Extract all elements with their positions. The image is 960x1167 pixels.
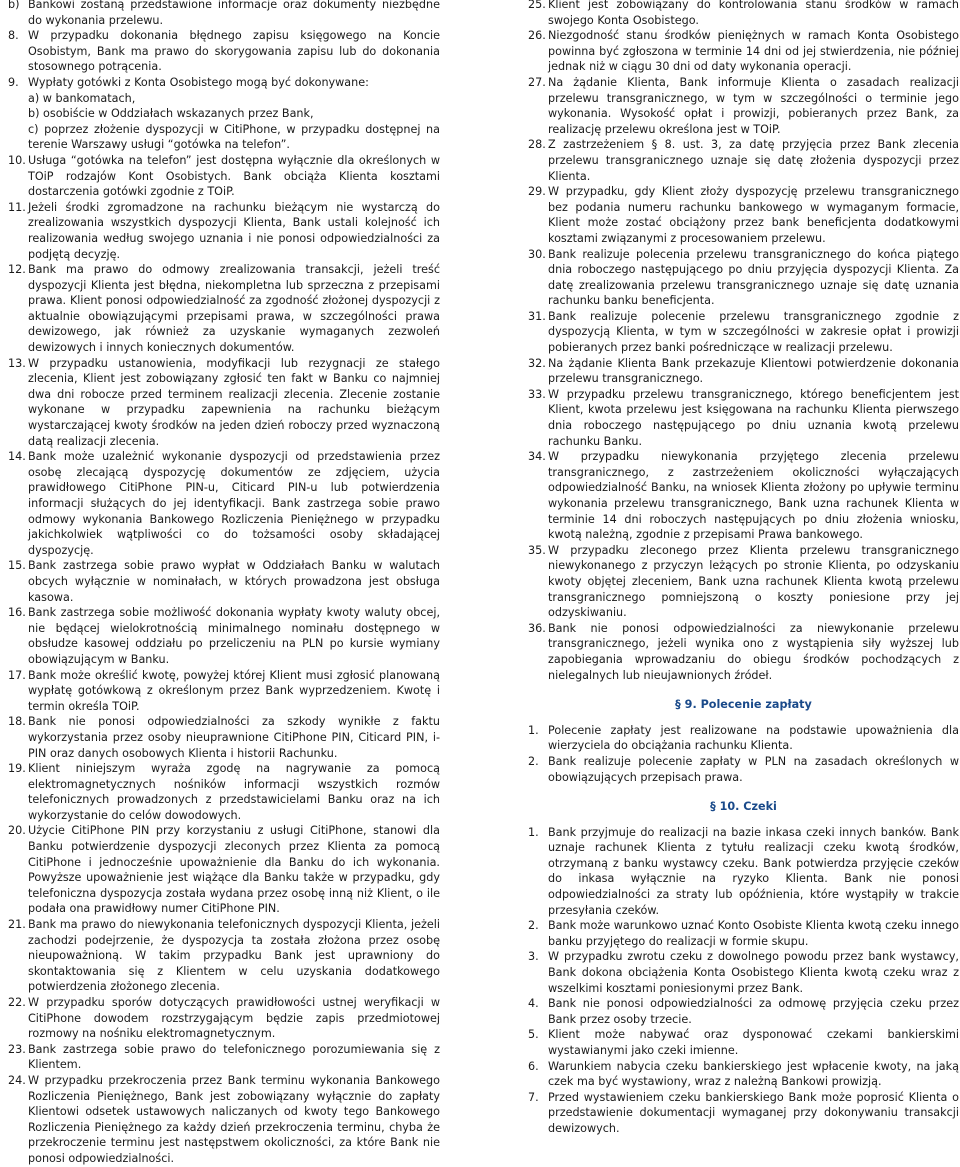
item-text-block [28,714,440,761]
item-number: 1. [528,825,539,839]
item-text-block [548,387,959,449]
item-text: Bank zastrzega sobie prawo do telefonicznego porozumiewania się z Klientem. [28,1042,440,1072]
section-10-item [528,949,959,996]
item-number: 8. [8,29,19,43]
section-10-item [528,1027,959,1058]
item-number: 20. [8,824,26,838]
item-number: 15. [8,559,26,573]
item-text-block [28,356,440,450]
item-text-block [548,949,959,996]
item-text-block [28,28,440,75]
item-number: 25. [528,0,546,11]
item-text: Bank nie ponosi odpowiedzialności za odmowę przyjęcia czeku przez Bank przez osoby trzecie. [548,997,959,1026]
item-number: b) [8,0,20,11]
right-item [528,28,959,75]
left-item [8,605,440,667]
item-number: 11. [8,200,26,214]
item-number: 12. [8,263,26,277]
item-number: 6. [528,1059,539,1073]
item-text: Bank może warunkowo uznać Konto Osobiste Klienta kwotą czeku innego banku przyjętego do realizacji w formie skupu. [548,919,959,948]
item-text: Polecenie zapłaty jest realizowane na podstawie upoważnienia dla wierzyciela do obciążania rachunku Klienta. [548,723,959,753]
left-item [8,714,440,761]
item-text: Bank nie ponosi odpowiedzialności za niewykonanie przelewu transgranicznego, jeżeli wynika ono z wystąpienia siły wyższej lub zapobiegania wprowadzaniu do obiegu środków pochodzących z nielegalnych lub nieujawnionych źródeł. [548,621,959,682]
item-text: Wypłaty gotówki z Konta Osobistego mogą być dokonywane: [28,75,369,89]
item-text: Bankowi zostaną przedstawione informacje oraz dokumenty niezbędne do wykonania przelewu. [28,0,440,27]
item-text: W przypadku dokonania błędnego zapisu księgowego na Koncie Osobistym, Bank ma prawo do skorygowania zapisu lub do dokonania stosownego potrącenia. [28,29,440,74]
item-text: Bank może uzależnić wykonanie dyspozycji od przedstawienia przez osobę zlecającą dyspozycję dokumentów ze zdjęciem, użycia prawidłowego CitiPhone PIN-u, Citicard PIN-u lub potwierdzenia informacji służących do jej identyfikacji. Bank zastrzega sobie prawo odmowy wykonania Bankowego Rozliczenia Pieniężnego w przypadku jakichkolwiek wątpliwości co do tożsamości osoby składającej dyspozycję. [28,450,440,557]
right-item [528,387,959,449]
left-item [8,262,440,356]
item-number: 2. [528,919,539,933]
left-item [8,200,440,262]
item-text: Bank realizuje polecenie zapłaty w PLN na zasadach określonych w obowiązujących przepisach prawa. [548,754,959,784]
item-text-block [28,558,440,605]
left-item [8,995,440,1042]
item-text-block [548,75,959,137]
left-item [8,356,440,450]
item-text: W przypadku, gdy Klient złoży dyspozycję przelewu transgranicznego bez podania numeru rachunku bankowego w wymaganym formacie, Klient może zostać obciążony przez bank beneficjenta dodatkowymi kosztami związanymi z procesowaniem przelewu. [548,185,959,245]
item-text-block [548,543,959,621]
item-text: W przypadku sporów dotyczących prawidłowości ustnej weryfikacji w CitiPhone dowodem rozstrzygającym będzie zapis przedmiotowej rozmowy na nośniku elektromagnetycznym. [28,996,440,1041]
item-number: 17. [8,668,26,682]
item-text: Z zastrzeżeniem § 8. ust. 3, za datę przyjęcia przez Bank zlecenia przelewu transgranicznego uznaje się datę złożenia dyspozycji przez Klienta. [548,138,959,183]
item-number: 16. [8,606,26,620]
left-item [8,153,440,200]
sub-item: a) w bankomatach, [28,91,136,105]
item-text-block [548,825,959,919]
right-item [528,75,959,137]
item-number: 36. [528,621,546,635]
item-text: Usługa “gotówka na telefon” jest dostępna wyłącznie dla określonych w TOiP rodzajów Kont Osobistych. Bank obciąża Klienta kosztami dostarczenia gotówki zgodnie z TOiP. [28,153,440,199]
left-item [8,917,440,995]
left-item [8,668,440,715]
item-text: Klient jest zobowiązany do kontrolowania stanu środków w ramach swojego Konta Osobistego. [548,0,959,27]
item-text: W przypadku przekroczenia przez Bank terminu wykonania Bankowego Rozliczenia Pieniężnego, Bank jest zobowiązany wyłącznie do zapłaty Klientowi odsetek ustawowych naliczanych od kwoty tego Bankowego Rozliczenia Pieniężnego za każdy dzień przekroczenia terminu, chyba że przekroczenie terminu jest następstwem okoliczności, za które Bank nie ponosi odpowiedzialności. [28,1073,440,1165]
left-column [8,0,440,1167]
item-number: 13. [8,356,26,370]
item-text-block [28,668,440,715]
item-text-block [548,247,959,309]
left-item [8,558,440,605]
item-text: Bank nie ponosi odpowiedzialności za szkody wynikłe z faktu wykorzystania przez osoby nieuprawnione CitiPhone PIN, Citicard PIN, i-PIN oraz danych osobowych Klienta i historii Rachunku. [28,715,440,760]
item-text-block [548,28,959,75]
item-text: Klient niniejszym wyraża zgodę na nagrywanie za pomocą elektromagnetycznych nośników informacji wszystkich rozmów telefonicznych prowadzonych z przedstawicielami Banku oraz na ich wykorzystanie do celów dowodowych. [28,762,440,822]
section-10-item [528,1090,959,1137]
item-text-block [548,137,959,184]
item-text-block [548,723,959,754]
item-text-block [548,1090,959,1137]
left-item [8,0,440,28]
left-item [8,1042,440,1073]
item-text: Bank ma prawo do odmowy zrealizowania transakcji, jeżeli treść dyspozycji Klienta jest błędna, niekompletna lub sprzeczna z przepisami prawa. Klient ponosi odpowiedzialność za zgodność złożonej dyspozycji z aktualnie obowiązującymi przepisami prawa, w szczególności prawa dewizowego, jak również za uzyskanie wymaganych zezwoleń dewizowych i innych koniecznych dokumentów. [28,263,440,355]
item-number: 27. [528,75,546,89]
right-item [528,184,959,246]
left-item [8,28,440,75]
left-item [8,75,440,153]
item-number: 18. [8,715,26,729]
item-text-block [548,754,959,785]
item-text-block [28,200,440,262]
item-number: 7. [528,1090,539,1104]
left-item [8,761,440,823]
sub-item: c) poprzez złożenie dyspozycji w CitiPhone, w przypadku dostępnej na terenie Warszawy usługi “gotówka na telefon”. [28,122,440,152]
item-text: W przypadku zleconego przez Klienta przelewu transgranicznego niewykonanego z przyczyn leżących po stronie Klienta, po odzyskaniu kwoty objętej zleceniem, Bank uzna rachunek Klienta kwotą przelewu transgranicznego pomniejszoną o koszty poniesione przy jej odzyskiwaniu. [548,543,959,620]
item-text: Klient może nabywać oraz dysponować czekami bankierskimi wystawianymi jako czeki imienne. [548,1028,959,1057]
item-number: 10. [8,153,26,167]
item-text-block [28,1042,440,1073]
right-item [528,0,959,28]
item-text-block [548,309,959,356]
item-number: 5. [528,1028,539,1042]
item-text: Na żądanie Klienta, Bank informuje Klienta o zasadach realizacji przelewu transgranicznego, w tym w szczególności o terminie jego wykonania. Wysokość opłat i prowizji, pobieranych przez Bank, za realizację przelewu określona jest w TOiP. [548,75,959,136]
right-item [528,247,959,309]
item-text: Jeżeli środki zgromadzone na rachunku bieżącym nie wystarczą do zrealizowania wszystkich dyspozycji Klienta, Bank ustali kolejność ich realizowania według swojego uznania i nie ponosi odpowiedzialności za podjętą decyzję. [28,200,440,261]
item-text: Warunkiem nabycia czeku bankierskiego jest wpłacenie kwoty, na jaką czek ma być wystawiony, wraz z należną Bankowi prowizją. [548,1059,959,1089]
right-item [528,309,959,356]
item-number: 26. [528,29,546,43]
right-item [528,449,959,543]
item-number: 1. [528,723,539,737]
item-text-block [548,1059,959,1090]
item-number: 21. [8,918,26,932]
item-text: W przypadku przelewu transgranicznego, którego beneficjentem jest Klient, kwota przelewu jest księgowana na rachunku Klienta pierwszego dnia roboczego następującego po dniu uznania kwotą przelewu rachunku Banku. [548,387,959,448]
item-text-block [548,184,959,246]
item-text-block [28,1073,440,1167]
item-text-block [548,996,959,1027]
item-number: 33. [528,387,546,401]
item-text: W przypadku niewykonania przyjętego zlecenia przelewu transgranicznego, z zastrzeżeniem okoliczności wyłączających odpowiedzialność Banku, na wniosek Klienta złożony po upływie terminu wykonania przelewu transgranicznego, Bank uzna rachunek Klienta w terminie 14 dni roboczych następujących po dniu złożenia wniosku, kwotą należną, zgodnie z przepisami Prawa bankowego. [548,450,959,542]
left-item [8,449,440,558]
section-10-item [528,918,959,949]
item-text-block [28,995,440,1042]
item-text: W przypadku zwrotu czeku z dowolnego powodu przez bank wystawcy, Bank dokona obciążenia Konta Osobistego Klienta kwotą czeku wraz z wszelkimi kosztami poniesionymi przez Bank. [548,950,959,995]
item-text: Bank ma prawo do niewykonania telefonicznych dyspozycji Klienta, jeżeli zachodzi podejrzenie, że dyspozycja ta została złożona przez osobę nieupoważnioną. W takim przypadku Bank jest uprawniony do skontaktowania się z Klientem w celu uzyskania dodatkowego potwierdzenia złożonego zlecenia. [28,918,440,994]
item-text-block [28,262,440,356]
item-text-block [28,823,440,917]
section-10-item [528,825,959,919]
item-text-block [28,153,440,200]
item-text-block [548,356,959,387]
item-number: 3. [528,950,539,964]
item-number: 19. [8,762,26,776]
item-text-block [28,0,440,28]
item-text: Bank zastrzega sobie możliwość dokonania wypłaty kwoty waluty obcej, nie będącej wielokrotnością minimalnego nominału dostępnego w obsłudze kasowej oddziału po przeliczeniu na PLN po kursie wymiany obowiązującym w Banku. [28,606,440,666]
section-10-heading: § 10. Czeki [710,800,777,814]
item-text: Niezgodność stanu środków pieniężnych w ramach Konta Osobistego powinna być zgłoszona w terminie 14 dni od jej stwierdzenia, nie później jednak niż w ciągu 30 dni od daty wykonania operacji. [548,29,959,74]
section-10-item [528,996,959,1027]
item-number: 29. [528,185,546,199]
item-text: Bank przyjmuje do realizacji na bazie inkasa czeki innych banków. Bank uznaje rachunek Klienta z tytułu realizacji czeku kwotą środków, otrzymaną z banku wystawcy czeku. Bank potwierdza przyjęcie czeków do inkasa wyłącznie na ryzyko Klienta. Bank nie ponosi odpowiedzialności za straty lub opóźnienia, które wystąpiły w trakcie przesyłania czeków. [548,825,959,917]
item-number: 35. [528,543,546,557]
item-number: 32. [528,356,546,370]
item-text-block [28,761,440,823]
item-text-block [28,75,440,153]
item-text: W przypadku ustanowienia, modyfikacji lub rezygnacji ze stałego zlecenia, Klient jest zobowiązany zgłosić ten fakt w Banku co najmniej dwa dni robocze przed terminem realizacji zlecenia. Zlecenie zostanie wykonane w przypadku zapewnienia na rachunku bieżącym wystarczającej kwoty środków na jeden dzień roboczy przed wyznaczoną datą realizacji zlecenia. [28,356,440,448]
section-9-item [528,754,959,785]
item-text: Na żądanie Klienta Bank przekazuje Klientowi potwierdzenie dokonania przelewu transgranicznego. [548,356,959,386]
item-text-block [28,605,440,667]
item-number: 24. [8,1073,26,1087]
right-item [528,356,959,387]
item-number: 9. [8,75,19,89]
left-item [8,1073,440,1167]
item-text: Bank może określić kwotę, powyżej której Klient musi zgłosić planowaną wypłatę gotówkową z określonym przez Bank wyprzedzeniem. Kwotę i termin określa TOiP. [28,668,440,713]
item-text: Bank realizuje polecenie przelewu transgranicznego zgodnie z dyspozycją Klienta, w tym w szczególności w zakresie opłat i prowizji pobieranych przez banki pośredniczące w realizacji przelewu. [548,309,959,355]
item-text-block [28,917,440,995]
item-text: Użycie CitiPhone PIN przy korzystaniu z usługi CitiPhone, stanowi dla Banku potwierdzenie dyspozycji zleconych przez Klienta za pomocą CitiPhone i jednocześnie upoważnienie dla Banku do ich wykonania. Powyższe upoważnienie jest wiążące dla Banku także w przypadku, gdy telefoniczna dyspozycja została wydana przez osobę inną niż Klient, o ile podała ona prawidłowy numer CitiPhone PIN. [28,824,440,916]
item-number: 31. [528,309,546,323]
section-9-heading: § 9. Polecenie zapłaty [675,698,812,712]
item-number: 22. [8,996,26,1009]
item-number: 30. [528,247,546,261]
right-item [528,137,959,184]
item-text-block [548,449,959,543]
item-text-block [548,0,959,28]
item-text: Bank zastrzega sobie prawo wypłat w Oddziałach Banku w walutach obcych wyłącznie w nominałach, w których prowadzona jest obsługa kasowa. [28,559,440,604]
section-9-item [528,723,959,754]
sub-item: b) osobiście w Oddziałach wskazanych przez Bank, [28,107,314,121]
item-text-block [548,918,959,949]
section-10-item [528,1059,959,1090]
right-item [528,543,959,621]
item-number: 2. [528,754,539,768]
item-number: 28. [528,138,546,152]
item-number: 23. [8,1042,26,1056]
right-column [528,0,959,1137]
right-item [528,621,959,683]
item-text-block [548,621,959,683]
item-text: Bank realizuje polecenia przelewu transgranicznego do końca piątego dnia roboczego następującego po dniu przyjęcia dyspozycji Klienta. Za datę zrealizowania przelewu transgranicznego uznaje się datę uznania rachunku banku beneficjenta. [548,247,959,308]
item-text-block [28,449,440,558]
item-text-block [548,1027,959,1058]
item-text: Przed wystawieniem czeku bankierskiego Bank może poprosić Klienta o przedstawienie dokumentacji wymaganej przy dokonywaniu transakcji dewizowych. [548,1090,959,1135]
left-item [8,823,440,917]
item-number: 4. [528,997,539,1011]
item-number: 34. [528,450,546,464]
item-number: 14. [8,450,26,464]
